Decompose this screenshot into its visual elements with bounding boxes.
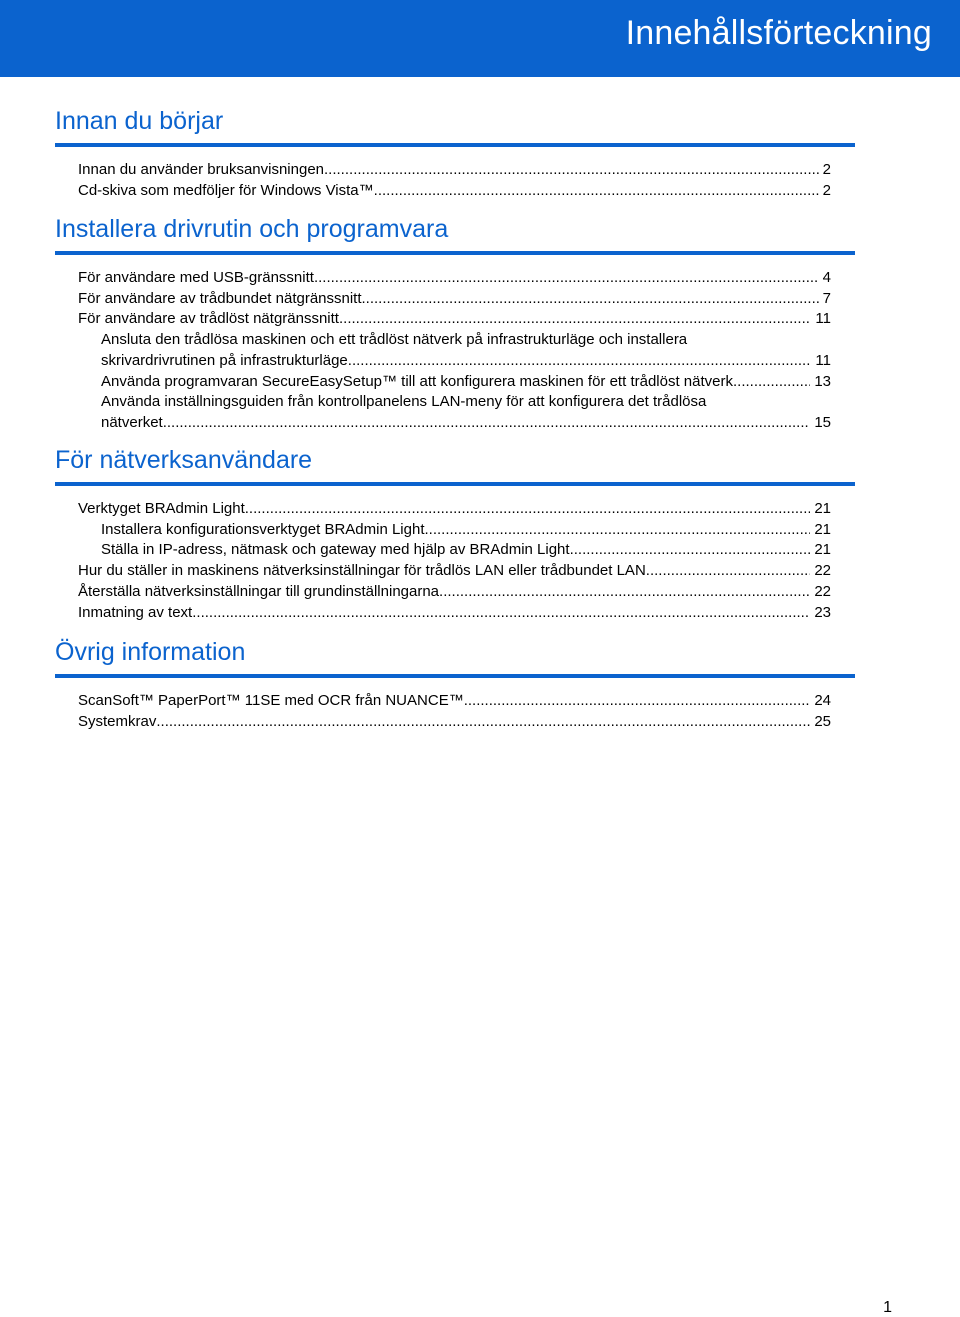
toc-entry-bradmin-light[interactable] [78,499,831,520]
toc-entry-text: Installera konfigurationsverktyget BRAdmin Light [101,520,425,538]
toc-entry-setup-wizard[interactable] [101,392,831,433]
toc-leader-dots [733,372,810,393]
section-title: Innan du börjar [55,107,224,135]
toc-entry-network-settings[interactable] [78,561,831,582]
toc-page-number: 13 [814,372,831,390]
toc-entry-text-line1: Ansluta den trådlösa maskinen och ett trådlöst nätverk på infrastrukturläge och installera [101,331,688,349]
toc-entry-text: Verktyget BRAdmin Light [78,500,245,517]
toc-entry-install-bradmin[interactable] [101,520,831,541]
toc-page-number: 4 [822,269,831,286]
toc-entry-text: Innan du använder bruksanvisningen [78,161,325,178]
toc-entry-secureeasysetup[interactable] [101,372,831,393]
toc-leader-dots [348,351,812,372]
toc-page-number: 22 [814,562,831,580]
section-divider [55,674,855,678]
toc-page-number: 21 [814,500,831,517]
toc-page-number: 21 [814,541,831,559]
toc-page-number: 24 [814,692,831,709]
toc-entry-text: Hur du ställer in maskinens nätverksinställningar för trådlös LAN eller trådbundet LAN [78,562,646,580]
toc-section-install-driver [55,214,855,434]
toc-leader-dots [439,582,810,603]
page-title: Innehållsförteckning [625,14,932,52]
toc-entry-infrastructure-mode[interactable] [101,330,831,371]
section-divider [55,251,855,255]
toc-entry-using-manual[interactable] [78,160,831,181]
toc-page-number: 7 [822,289,831,307]
section-title: För nätverksanvändare [55,446,313,474]
toc-entry-text: Återställa nätverksinställningar till grundinställningarna [78,582,440,600]
toc-leader-dots [374,181,819,202]
toc-leader-dots [646,561,811,582]
toc-entry-text: Inmatning av text [78,603,193,621]
toc-section-other-info [55,637,855,732]
toc-page-number: 25 [814,712,831,730]
toc-entry-text-input[interactable] [78,603,831,624]
toc-entry-reset-settings[interactable] [78,582,831,603]
toc-entry-line2 [101,351,831,372]
toc-entry-text: Ställa in IP-adress, nätmask och gateway med hjälp av BRAdmin Light [101,541,570,559]
section-divider [55,143,855,147]
toc-entry-text: Cd-skiva som medföljer för Windows Vista™ [78,181,374,199]
toc-leader-dots [339,309,811,330]
toc-entry-usb[interactable] [78,268,831,289]
toc-page-number: 23 [814,603,831,621]
toc-leader-dots [464,691,811,712]
toc-page-number: 21 [814,520,831,538]
toc-page-number: 11 [815,310,831,328]
section-divider [55,482,855,486]
toc-leader-dots [192,603,810,624]
toc-entry-text: Använda programvaran SecureEasySetup™ till att konfigurera maskinen för ett trådlöst nätverk [101,372,733,390]
toc-entry-line2 [101,413,831,434]
toc-leader-dots [245,499,811,520]
toc-leader-dots [362,289,819,310]
toc-entry-cd-rom[interactable] [78,181,831,202]
toc-entry-wireless[interactable] [78,309,831,330]
toc-entry-system-requirements[interactable] [78,712,831,733]
toc-list [55,268,855,434]
toc-section-before-you-start [55,106,855,201]
toc-entry-ip-address[interactable] [101,540,831,561]
toc-list [55,160,855,201]
toc-entry-text: Systemkrav [78,712,157,730]
toc-page-number: 22 [814,582,831,600]
footer-page-number: 1 [883,1299,892,1316]
toc-leader-dots [425,520,811,541]
section-title: Installera drivrutin och programvara [55,215,449,243]
toc-page-number: 15 [814,413,831,431]
toc-entry-text: För användare av trådlöst nätgränssnitt [78,310,339,328]
toc-page-number: 11 [815,351,831,369]
toc-page-number: 2 [822,161,831,178]
toc-page-number: 2 [822,181,831,199]
toc-leader-dots [324,160,819,181]
toc-list [55,499,855,623]
section-title: Övrig information [55,638,246,666]
toc-leader-dots [570,540,811,561]
toc-entry-wired[interactable] [78,289,831,310]
toc-entry-text: För användare med USB-gränssnitt [78,269,314,286]
toc-leader-dots [314,268,819,289]
toc-entry-text-line1: Använda inställningsguiden från kontrollpanelens LAN-meny för att konfigurera det trådlösa [101,393,707,411]
toc-leader-dots [163,413,811,434]
toc-list [55,691,855,732]
toc-entry-text: För användare av trådbundet nätgränssnitt [78,289,362,307]
toc-entry-scansoft[interactable] [78,691,831,712]
toc-leader-dots [156,712,810,733]
toc-section-network-users [55,445,855,623]
toc-entry-text-line2: skrivardrivrutinen på infrastrukturläge [101,351,348,369]
toc-entry-text: ScanSoft™ PaperPort™ 11SE med OCR från NUANCE™ [78,692,464,709]
toc-entry-text-line2: nätverket [101,413,163,431]
